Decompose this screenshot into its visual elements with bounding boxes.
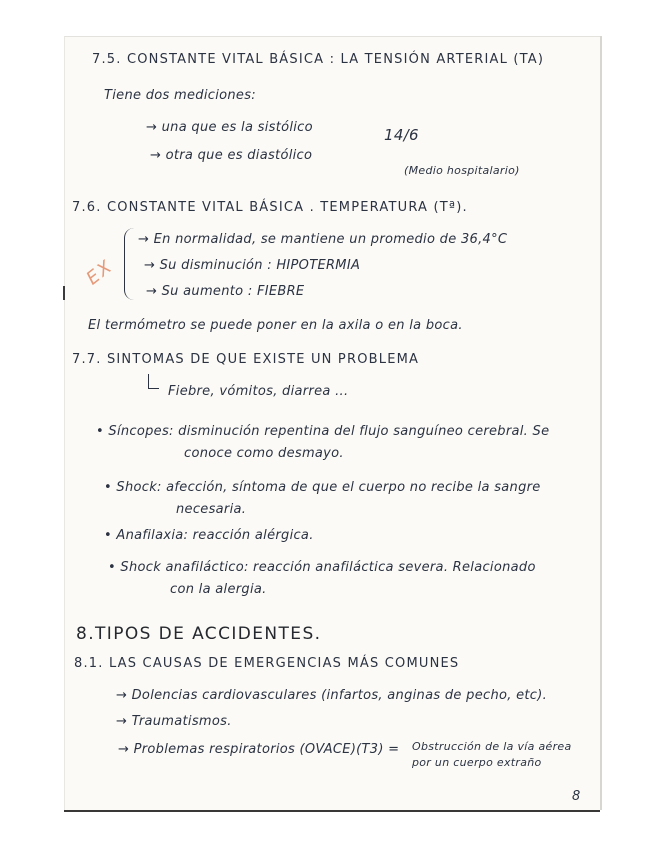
text-normalidad: → En normalidad, se mantiene un promedio de 36,4°C	[138, 232, 508, 247]
text-termometro: El termómetro se puede poner en la axila o en la boca.	[88, 318, 463, 333]
text-aumento: → Su aumento : FIEBRE	[146, 284, 305, 299]
text-obstruccion-line2: por un cuerpo extraño	[412, 756, 542, 769]
text-dolencias: → Dolencias cardiovasculares (infartos, anginas de pecho, etc).	[116, 688, 548, 703]
binder-ring-mark	[63, 286, 65, 300]
text-disminucion: → Su disminución : HIPOTERMIA	[144, 258, 361, 273]
text-traumatismos: → Traumatismos.	[116, 714, 232, 729]
text-shock-anafilactico-line1: • Shock anafiláctico: reacción anafiláctica severa. Relacionado	[108, 560, 536, 575]
text-tiene-dos-mediciones: Tiene dos mediciones:	[104, 88, 256, 103]
text-medio-hospitalario: (Medio hospitalario)	[404, 164, 520, 177]
text-obstruccion-line1: Obstrucción de la vía aérea	[412, 740, 572, 753]
arrow-mark	[148, 374, 159, 389]
text-blood-pressure-value: 14/6	[384, 126, 419, 144]
text-shock-line2: necesaria.	[176, 502, 247, 517]
heading-7-6: 7.6. CONSTANTE VITAL BÁSICA . TEMPERATURA (Tª).	[72, 200, 468, 215]
text-sincopes-line1: • Síncopes: disminución repentina del flujo sanguíneo cerebral. Se	[96, 424, 550, 439]
text-problemas-respiratorios: → Problemas respiratorios (OVACE)(T3) =	[118, 742, 400, 757]
heading-8-1: 8.1. LAS CAUSAS DE EMERGENCIAS MÁS COMUNES	[74, 656, 460, 671]
text-fiebre-vomitos: Fiebre, vómitos, diarrea ...	[168, 384, 349, 399]
curly-brace-mark	[124, 228, 135, 300]
heading-7-7: 7.7. SINTOMAS DE QUE EXISTE UN PROBLEMA	[72, 352, 420, 367]
page-number: 8	[572, 789, 581, 804]
heading-8: 8.TIPOS DE ACCIDENTES.	[76, 624, 322, 644]
text-shock-anafilactico-line2: con la alergia.	[170, 582, 267, 597]
heading-7-5: 7.5. CONSTANTE VITAL BÁSICA : LA TENSIÓN ARTERIAL (TA)	[92, 52, 545, 67]
text-anafilaxia: • Anafilaxia: reacción alérgica.	[104, 528, 314, 543]
text-shock-line1: • Shock: afección, síntoma de que el cuerpo no recibe la sangre	[104, 480, 541, 495]
ex-margin-mark: EX	[82, 255, 118, 290]
text-diastolico: → otra que es diastólico	[150, 148, 313, 163]
text-sistolico: → una que es la sistólico	[146, 120, 313, 135]
text-sincopes-line2: conoce como desmayo.	[184, 446, 344, 461]
